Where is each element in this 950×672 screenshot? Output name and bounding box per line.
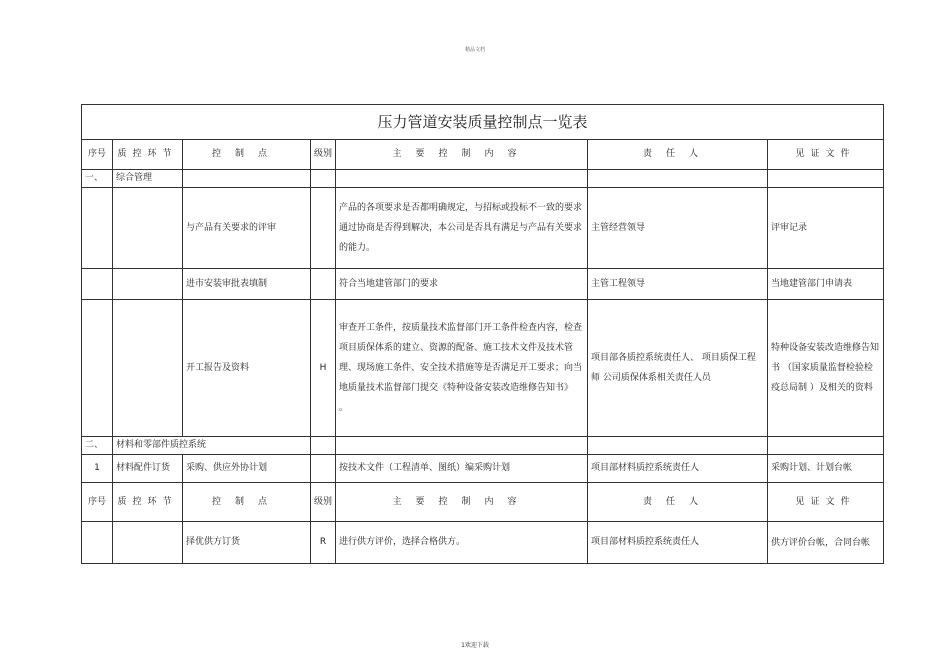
control-point: 与产品有关要求的评审 bbox=[183, 188, 311, 269]
responsible: 主管经营领导 bbox=[588, 188, 768, 269]
responsible: 项目部各质控系统责任人、 项目质保工程师 公司质保体系相关责任人员 bbox=[588, 300, 768, 437]
col-content: 主要控制内容 bbox=[336, 483, 588, 522]
control-link: 材料配件订货 bbox=[113, 455, 183, 483]
quality-control-table bbox=[81, 104, 884, 564]
level bbox=[311, 269, 336, 300]
section-number: 二、 bbox=[82, 437, 113, 455]
col-point: 控制点 bbox=[183, 140, 311, 170]
col-seq: 序号 bbox=[82, 140, 113, 170]
col-link: 质控环节 bbox=[113, 140, 183, 170]
evidence-doc: 供方评价台帐，合同台帐 bbox=[768, 522, 884, 564]
evidence-doc: 采购计划、计划台帐 bbox=[768, 455, 884, 483]
column-header-row bbox=[82, 140, 884, 170]
control-point: 采购、供应外协计划 bbox=[183, 455, 311, 483]
evidence-doc: 评审记录 bbox=[768, 188, 884, 269]
section-row bbox=[82, 170, 884, 188]
title-row bbox=[82, 105, 884, 140]
level: H bbox=[311, 300, 336, 437]
col-point: 控制点 bbox=[183, 483, 311, 522]
table-row bbox=[82, 269, 884, 300]
responsible: 项目部材料质控系统责任人 bbox=[588, 522, 768, 564]
control-point: 进市安装审批表填制 bbox=[183, 269, 311, 300]
control-content: 进行供方评价，选择合格供方。 bbox=[336, 522, 588, 564]
control-point: 择优供方订货 bbox=[183, 522, 311, 564]
section-name: 综合管理 bbox=[113, 170, 183, 188]
page-footer-note: 1欢迎下载 bbox=[461, 642, 489, 649]
col-evidence: 见证文件 bbox=[768, 483, 884, 522]
column-header-row bbox=[82, 483, 884, 522]
col-level: 级别 bbox=[311, 483, 336, 522]
col-content: 主要控制内容 bbox=[336, 140, 588, 170]
table-row bbox=[82, 522, 884, 564]
table-row bbox=[82, 455, 884, 483]
col-owner: 责任人 bbox=[588, 140, 768, 170]
control-content: 符合当地建管部门的要求 bbox=[336, 269, 588, 300]
page-header-note: 精品文档 bbox=[464, 47, 485, 53]
section-number: 一、 bbox=[82, 170, 113, 188]
section-row bbox=[82, 437, 884, 455]
col-evidence: 见证文件 bbox=[768, 140, 884, 170]
section-name: 材料和零部件质控系统 bbox=[113, 437, 311, 455]
seq-number: 1 bbox=[82, 455, 113, 483]
responsible: 项目部材料质控系统责任人 bbox=[588, 455, 768, 483]
col-owner: 责任人 bbox=[588, 483, 768, 522]
responsible: 主管工程领导 bbox=[588, 269, 768, 300]
table-row bbox=[82, 188, 884, 269]
control-point: 开工报告及资料 bbox=[183, 300, 311, 437]
control-content: 审查开工条件，按质量技术监督部门开工条件检查内容，检查项目质保体系的建立、资源的配备、施工技术文件及技术管理、现场施工条件、安全技术措施等是否满足开工要求；向当地质量技术监督部门提交《特种设备安装改造维修告知书》 。 bbox=[336, 300, 588, 437]
table-row bbox=[82, 300, 884, 437]
evidence-doc: 特种设备安装改造维修告知书 （国家质量监督检验检疫总局制 ）及相关的资料 bbox=[768, 300, 884, 437]
col-level: 级别 bbox=[311, 140, 336, 170]
table-title: 压力管道安装质量控制点一览表 bbox=[82, 105, 884, 140]
level: R bbox=[311, 522, 336, 564]
level bbox=[311, 188, 336, 269]
control-content: 按技术文件（工程清单、图纸）编采购计划 bbox=[336, 455, 588, 483]
evidence-doc: 当地建管部门申请表 bbox=[768, 269, 884, 300]
level bbox=[311, 455, 336, 483]
control-content: 产品的各项要求是否都明确规定，与招标或投标不一致的要求通过协商是否得到解决，本公司是否具有满足与产品有关要求的能力。 bbox=[336, 188, 588, 269]
col-seq: 序号 bbox=[82, 483, 113, 522]
col-link: 质控环节 bbox=[113, 483, 183, 522]
